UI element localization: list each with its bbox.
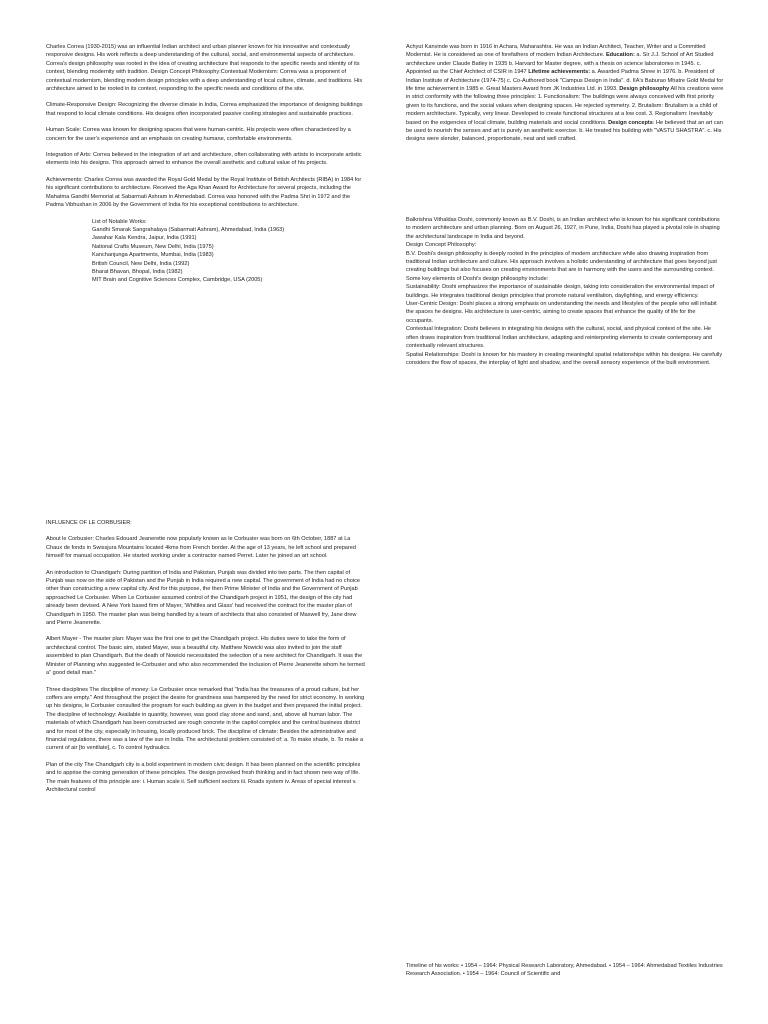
timeline-section [406,962,724,979]
correa-section [46,43,366,285]
correa-integration: Integration of Arts: Correa believed in the integration of art and architecture, often collaborating with artists to incorporate artistic elements into his designs. This approach aimed to enhance the overall aesthetic and cultural value of his projects. [46,152,362,167]
doshi-concept: B.V. Doshi's design philosophy is deeply rooted in the principles of modern architecture while also drawing inspiration from traditional Indian architecture and culture. His approach involves a holistic understanding of architecture that goes beyond just creating buildings but also focuses on creating environments that are in harmony with the users and the surrounding context. [406,250,717,274]
list-item: Jawahar Kala Kendra, Jaipur, India (1991) [92,235,197,242]
doshi-key-title: Some key elements of Doshi's design philosophy include: [406,275,549,282]
corbusier-plan: Plan of the city The Chandigarh city is a bold experiment in modern civic design. It has been planned on the scientific principles and to apprise the coming generation of these principles. The design provoked fresh thinking and in fact shown new way of life. The main features of this principle are: i. Human scale ii. Self sufficient sectors iii. Roads system iv. Areas of special interest v. Architectural control [46,761,361,793]
timeline-text: Timeline of his works: • 1954 – 1964: Physical Research Laboratory, Ahmedabad. • 1954 – 1964: Ahmedabad Textiles Industries Research Association. • 1954 – 1964: Council of Scientific and [406,963,723,978]
list-item: National Crafts Museum, New Delhi, India (1975) [92,243,214,250]
doshi-intro: Balkrishna Vithaldas Doshi, commonly known as B.V. Doshi, is an Indian architect who is known for his significant contributions to modern architecture and urban planning. Born on August 26, 1927, in Pune, India, Doshi has played a pivotal role in shaping the architectural landscape in India and beyond. [406,217,720,240]
notable-works-list [46,218,366,285]
correa-human-scale: Human Scale: Correa was known for designing spaces that were human-centric. His projects were often characterized by a concern for the user's experience and an emphasis on creating humane, comfortable environments. [46,127,351,142]
list-item: Kanchanjunga Apartments, Mumbai, India (1983) [92,252,214,259]
correa-intro: Charles Correa (1930-2015) was an influential Indian architect and urban planner known for his innovative and contextually responsive designs. His work reflects a deep understanding of the cultural, social, and environmental aspects of architecture. Correa's design philosophy was rooted in the idea of creating architecture that responds to the specific needs and identity of its context, blending modernity with tradition. Design Concept Philosophy:Contextual Modernism: Correa was a proponent of contextual modernism, blending modern design principles with a deep understanding of local culture, climate, and traditions. His architecture aimed to be rooted in its context, responding to the specific needs and conditions of the site. [46,44,363,93]
corbusier-heading: INFLUENCE OF LE CORBUSIER: [46,520,132,526]
list-item: Gandhi Smarak Sangrahalaya (Sabarmati Ashram), Ahmedabad, India (1963) [92,226,285,233]
doshi-contextual: Contextual Integration: Doshi believes in integrating his designs with the cultural, social, and physical context of the site. He often draws inspiration from traditional Indian architecture, adapting and reinterpreting elements to create contemporary and contextually relevant structures. [406,326,713,350]
doshi-spatial: Spatial Relationships: Doshi is known for his mastery in creating meaningful spatial relationships within his designs. He carefully considers the flow of spaces, the interplay of light and shadow, and the overall sensory experience of the built environment. [406,351,723,366]
list-item: British Council, New Delhi, India (1992) [92,260,190,267]
doshi-concept-title: Design Concept Philosophy: [406,242,477,249]
correa-climate: Climate-Responsive Design: Recognizing the diverse climate in India, Correa emphasized the importance of designing buildings that respond to local climate conditions. His designs often incorporated passive cooling strategies and sustainable practices. [46,102,363,117]
kanvinde-text: Achyut Kanvinde was born in 1916 in Achara, Maharashtra. He was an Indian Architect, Teacher, Writer and a Committed Modernist. He is considered as one of forefathers of modern Indian Architecture. Education: a. Sir J.J. School of Art Studied architecture under Claude Batley in 1935 b. Harvard for Master degree, with a thesis on science laboratories in 1945. c. Appointed as the Chief Architect of CSIR in 1947 Lifetime achievements: a. Awarded Padma Shree in 1976. b. President of Indian Institute of Architecture (1974-75) c. Co-Authored book "Campus Design in India". d. IIA's Baburao Mhatre Gold Medal for life time achievement in 1985 e. Great Masters Award from JK Industries Ltd. in 1993. Design philosophy All his creations were in strict conformity with the following three principles: 1. Functionalism: The buildings were always conceived with first priority given to its functions, and the social values when designing spaces. He rejected symmetry. 2. Brutalism: Brutalism is a child of modern architecture. Typically, very linear. Developed to create functional structures at a low cost. 3. Regionalism: Inevitably based on the exigencies of local climate, building materials and social conditions. Design concepts: He believed that an art can be used to nourish the senses and art is purely an aesthetic exercise. b. He treated his building with "VASTU SHASTRA". c. His designs were slender, balanced, proportionate, neat and well crafted. [406,44,724,143]
kanvinde-section [406,43,724,144]
corbusier-about: About le Corbusier: Charles Edouard Jeanerette now popularly known as le Corbusier was born on 6th October, 1887 at La Chaux de fonds in Swissjura Mountains located 4kms from French border. At the age of 13 years, he left school and prepared himself for manual occupation. He started working under a contractor named Perret. Later he joined an art school. [46,536,357,560]
doshi-user-centric: User-Centric Design: Doshi places a strong emphasis on understanding the needs and lifestyles of the people who will inhabit the spaces he designs. His architecture is user-centric, aiming to create spaces that enhance the quality of life for the occupants. [406,301,717,324]
list-item: MIT Brain and Cognitive Sciences Complex, Cambridge, USA (2005) [92,277,263,284]
notable-works-title: List of Notable Works: [92,218,147,225]
doshi-section [406,216,724,367]
corbusier-section [46,519,366,794]
corbusier-disciplines: Three disciplines The discipline of money: Le Corbusier once remarked that "India has the treasures of a proud culture, but her coffers are empty." And throughout the project the desire for grandness was hampered by the need for strict economy. In working up his designs, le Corbusier consulted the program for each building as given in the budget and then prepared the initial project. The discipline of technology: Available in quantity, however, was good clay stone and sand, and, above all human labor. The materials of which Chandigarh has been constructed are rough concrete in the capitol complex and the central business district and for most of the city, especially in housing, locally produced brick. The discipline of climate: Besides the administrative and financial regulations, there was a law of the sun in India. The architectural problem consisted of: a. To make shade, b. To make a current of air [to ventilate], c. To control hydraulics. [46,686,365,752]
corbusier-chandigarh: An introduction to Chandigarh: During partition of India and Pakistan, Punjab was divided into two parts. The then capital of Punjab was now on the side of Pakistan and the Punjab in India required a new capital. The government of India had no choice other than constructing a new capital city. And for this purpose, the then Prime Minister of India and the Government of Punjab approached Le Corbusier. When Le Corbusier assumed control of the Chandigarh project in 1951, the design of the city had already been devised. A New York based firm of Mayer, 'Whittles and Glass' had received the contract for the master plan of Chandigarh in 1950. The master plan was being handled by a team of architects that also consisted of Maxwell fry, Jane drew and Pierre Jeanerette. [46,569,360,627]
corbusier-mayer: Albert Mayer - The master plan: Mayer was the first one to get the Chandigarh project. His duties were to take the form of architectural control. The basic aim, stated Mayer, was a beautiful city. Matthew Nowicki was also invited to join the staff assembled to plan Chandigarh. But the death of Nowicki necessitated the selection of a new architect for Chandigarh. It was the Minister of Planning who suggested le-Corbusier and who also recommended the inclusion of Pierre Jeanerette whom he termed a" good detail man." [46,636,365,677]
list-item: Bharat Bhavan, Bhopal, India (1982) [92,268,183,275]
doshi-sustainability: Sustainability: Doshi emphasizes the importance of sustainable design, taking into consideration the environmental impact of buildings. He integrates traditional design principles that promote natural ventilation, daylighting, and energy efficiency. [406,284,715,299]
correa-achievements: Achievements: Charles Correa was awarded the Royal Gold Medal by the Royal Institute of British Architects (RIBA) in 1984 for his significant contributions to architecture. Received the Aga Khan Award for Architecture for several projects, including the Mahatma Gandhi Memorial at Sabarmati Ashram in Ahmedabad. Correa was honored with the Padma Shri in 1972 and the Padma Vibhushan in 2006 by the Government of India for his exceptional contributions to architecture. [46,176,362,209]
